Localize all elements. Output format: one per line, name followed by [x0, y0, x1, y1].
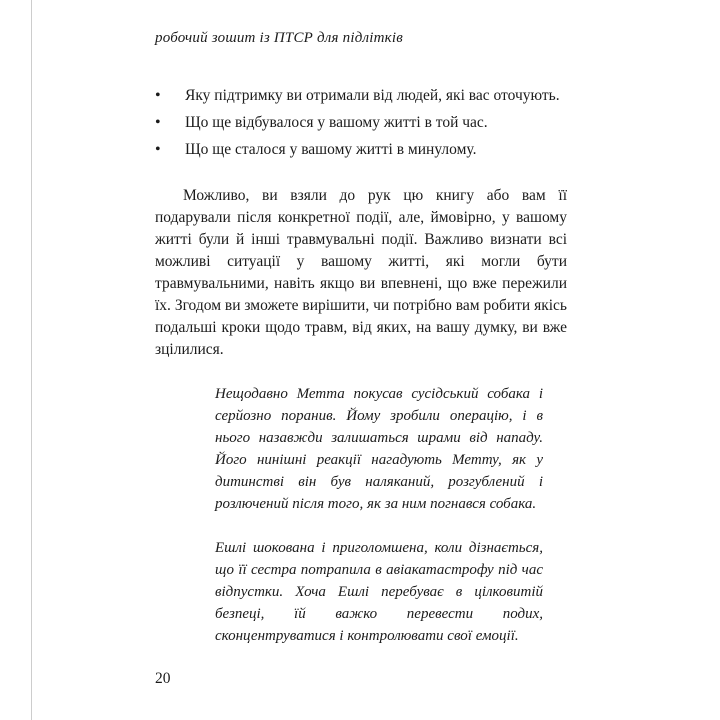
bullet-text: Яку підтримку ви отримали від людей, які вас оточують. [185, 87, 560, 104]
body-paragraph: Можливо, ви взяли до рук цю книгу або вам її подарували після конкретної події, але, ймовірно, у вашому житті були й інші травмувальні події. Важливо визнати всі можливі ситуації у вашому житті, які могли бути травмувальними, навіть якщо ви впевнені, що вже пережили їх. Згодом ви зможете вирішити, чи потрібно вам робити якісь подальші кроки щодо травм, від яких, на вашу думку, ви вже зцілилися. [155, 187, 567, 358]
list-item [155, 82, 567, 109]
bullet-icon: • [155, 141, 161, 158]
text-column [155, 0, 567, 647]
page-number: 20 [155, 670, 171, 687]
list-item [155, 136, 567, 163]
page-edge-line [31, 0, 32, 720]
bullet-text: Що ще сталося у вашому житті в минулому. [185, 141, 477, 158]
running-head: робочий зошит із ПТСР для підлітків [155, 30, 403, 46]
bullet-icon: • [155, 87, 161, 104]
list-item [155, 109, 567, 136]
bullet-icon: • [155, 114, 161, 131]
example-paragraph-matt: Нещодавно Метта покусав сусідський собака і серйозно поранив. Йому зробили операцію, і в нього назавжди залишаться шрами від нападу. Його нинішні реакції нагадують Метту, як у дитинстві він був наляканий, розгублений і розлючений після того, як за ним погнався собака. [215, 386, 543, 512]
bullet-text: Що ще відбувалося у вашому житті в той час. [185, 114, 488, 131]
example-paragraph-ashley: Ешлі шокована і приголомшена, коли дізнається, що її сестра потрапила в авіакатастрофу під час відпустки. Хоча Ешлі перебуває в цілковитій безпеці, їй важко перевести подих, сконцентруватися і контролювати свої емоції. [215, 540, 543, 644]
bullet-list [155, 82, 567, 163]
